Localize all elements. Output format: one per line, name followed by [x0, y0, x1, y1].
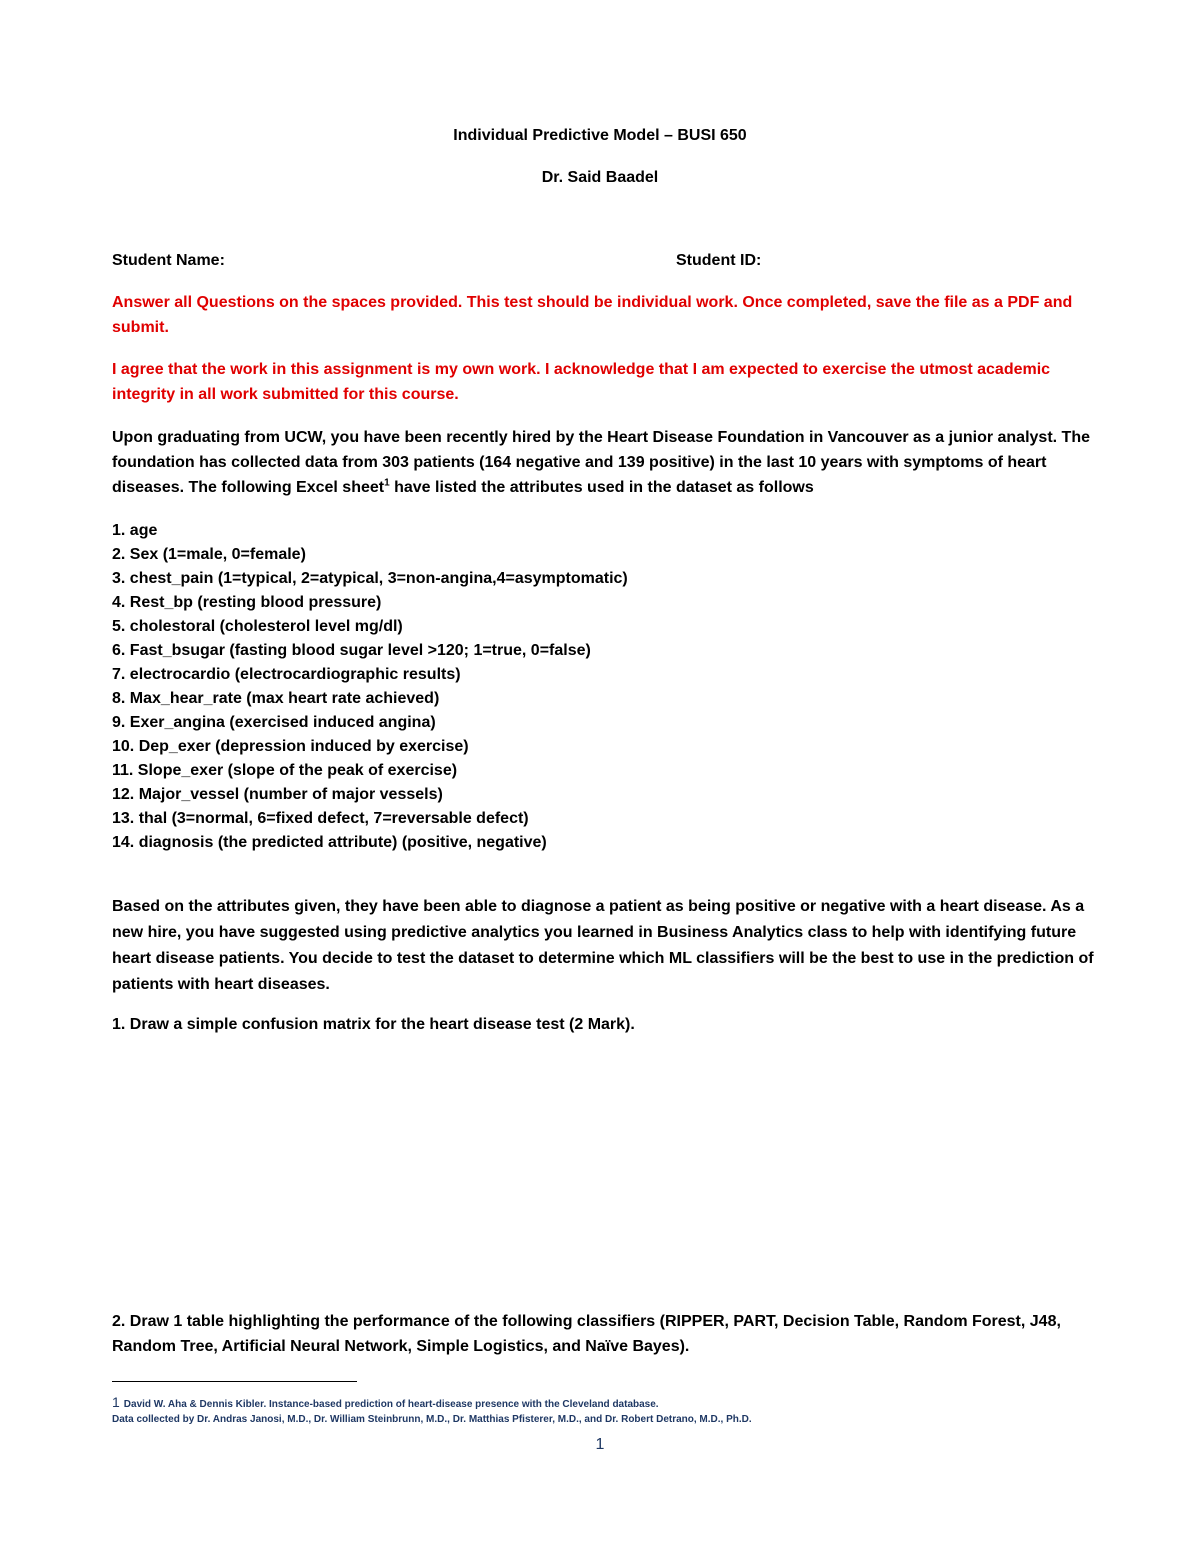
page-number: 1	[595, 1436, 605, 1453]
footnote-reference[interactable]: 1	[384, 477, 390, 489]
attribute-item: 12. Major_vessel (number of major vessels)	[112, 786, 443, 803]
instructor-name: Dr. Said Baadel	[541, 169, 659, 186]
question-2: 2. Draw 1 table highlighting the performance of the following classifiers (RIPPER, PART, Decision Table, Random Forest, J48, Random Tree, Artificial Neural Network, Simple Logistics, and Naïve Bayes).	[112, 1313, 1061, 1355]
attribute-item: 6. Fast_bsugar (fasting blood sugar level >120; 1=true, 0=false)	[112, 642, 591, 659]
footnote-separator	[112, 1381, 357, 1382]
attribute-item: 11. Slope_exer (slope of the peak of exercise)	[112, 762, 458, 779]
student-name-label: Student Name:	[112, 252, 225, 269]
footnote-line-2: Data collected by Dr. Andras Janosi, M.D., Dr. William Steinbrunn, M.D., Dr. Matthias Pfisterer, M.D., and Dr. Robert Detrano, M.D., Ph.D.	[112, 1414, 752, 1425]
footnote-number: 1	[112, 1394, 120, 1410]
footnote-citation: David W. Aha & Dennis Kibler. Instance-based prediction of heart-disease presence with the Cleveland database.	[123, 1399, 659, 1410]
attribute-item: 7. electrocardio (electrocardiographic results)	[112, 666, 461, 683]
instructions-text: Answer all Questions on the spaces provided. This test should be individual work. Once completed, save the file as a PDF and submit.	[112, 294, 1073, 336]
intro-text: Upon graduating from UCW, you have been recently hired by the Heart Disease Foundation in Vancouver as a junior analyst. The foundation has collected data from 303 patients (164 negative and 139 positive) in the last 10 years with symptoms of heart diseases. The following Excel sheet	[112, 429, 1090, 496]
attribute-item: 3. chest_pain (1=typical, 2=atypical, 3=non-angina,4=asymptomatic)	[112, 570, 628, 587]
integrity-statement: I agree that the work in this assignment is my own work. I acknowledge that I am expected to exercise the utmost academic integrity in all work submitted for this course.	[112, 361, 1051, 403]
attribute-list	[112, 519, 628, 855]
answer-space-q1[interactable]	[112, 1045, 1102, 1295]
intro-text-end: have listed the attributes used in the dataset as follows	[389, 479, 814, 496]
attribute-item: 8. Max_hear_rate (max heart rate achieved)	[112, 690, 440, 707]
attribute-item: 14. diagnosis (the predicted attribute) (positive, negative)	[112, 834, 547, 851]
attribute-item: 5. cholestoral (cholesterol level mg/dl)	[112, 618, 403, 635]
attribute-item: 1. age	[112, 522, 158, 539]
document-title: Individual Predictive Model – BUSI 650	[453, 127, 747, 144]
context-paragraph: Based on the attributes given, they have been able to diagnose a patient as being positive or negative with a heart disease. As a new hire, you have suggested using predictive analytics you learned in Business Analytics class to help with identifying future heart disease patients. You decide to test the dataset to determine which ML classifiers will be the best to use in the prediction of patients with heart diseases.	[112, 898, 1094, 993]
attribute-item: 13. thal (3=normal, 6=fixed defect, 7=reversable defect)	[112, 810, 529, 827]
attribute-item: 4. Rest_bp (resting blood pressure)	[112, 594, 382, 611]
attribute-item: 10. Dep_exer (depression induced by exercise)	[112, 738, 469, 755]
question-1: 1. Draw a simple confusion matrix for the heart disease test (2 Mark).	[112, 1016, 635, 1033]
attribute-item: 9. Exer_angina (exercised induced angina)	[112, 714, 436, 731]
student-id-label: Student ID:	[676, 252, 762, 269]
attribute-item: 2. Sex (1=male, 0=female)	[112, 546, 306, 563]
footnote-line-1	[112, 1394, 659, 1410]
intro-paragraph	[112, 425, 1102, 500]
